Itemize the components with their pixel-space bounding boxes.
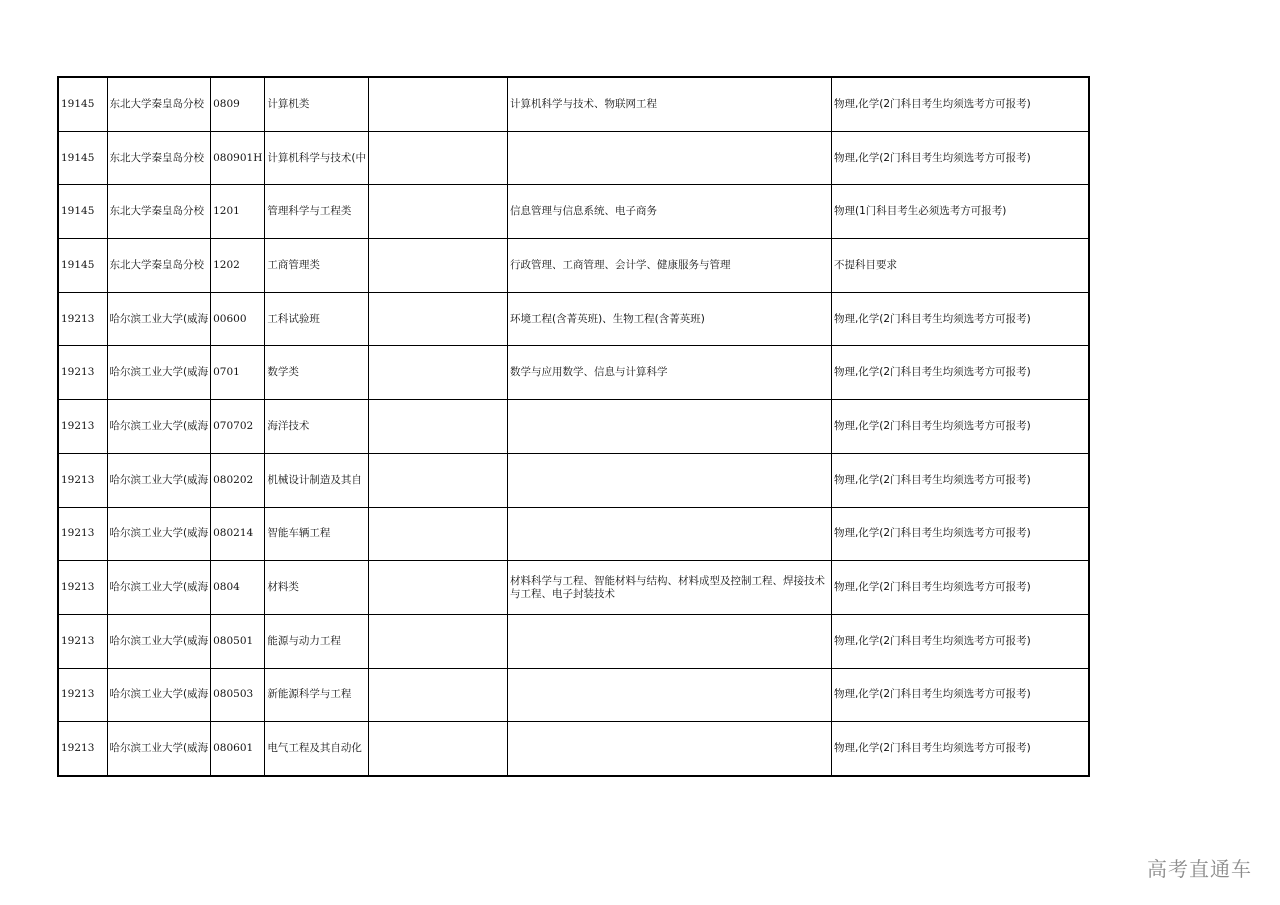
major-code-cell: 080601	[211, 722, 265, 776]
major-name-cell: 管理科学与工程类	[265, 185, 369, 239]
major-name-cell: 机械设计制造及其自	[265, 453, 369, 507]
school-code-cell: 19145	[58, 77, 107, 131]
table-row	[58, 614, 1089, 668]
table-row	[58, 292, 1089, 346]
table-row	[58, 561, 1089, 615]
major-code-cell: 1201	[211, 185, 265, 239]
remark-cell	[368, 453, 507, 507]
school-code-cell: 19213	[58, 614, 107, 668]
major-name-cell: 材料类	[265, 561, 369, 615]
remark-cell	[368, 722, 507, 776]
school-code-cell: 19145	[58, 185, 107, 239]
major-name-cell: 海洋技术	[265, 400, 369, 454]
admission-requirements-table	[57, 76, 1090, 777]
school-name-cell: 哈尔滨工业大学(威海	[107, 668, 211, 722]
school-code-cell: 19213	[58, 668, 107, 722]
school-name-cell: 哈尔滨工业大学(威海	[107, 346, 211, 400]
remark-cell	[368, 292, 507, 346]
subject-requirement-cell: 物理,化学(2门科目考生均须选考方可报考)	[831, 453, 1089, 507]
table-row	[58, 507, 1089, 561]
remark-cell	[368, 668, 507, 722]
major-code-cell: 1202	[211, 239, 265, 293]
remark-cell	[368, 614, 507, 668]
school-name-cell: 哈尔滨工业大学(威海	[107, 400, 211, 454]
school-name-cell: 东北大学秦皇岛分校	[107, 239, 211, 293]
subject-requirement-cell: 物理,化学(2门科目考生均须选考方可报考)	[831, 292, 1089, 346]
school-name-cell: 哈尔滨工业大学(威海	[107, 292, 211, 346]
major-code-cell: 080503	[211, 668, 265, 722]
school-code-cell: 19213	[58, 400, 107, 454]
school-name-cell: 哈尔滨工业大学(威海	[107, 453, 211, 507]
major-name-cell: 计算机类	[265, 77, 369, 131]
major-code-cell: 080202	[211, 453, 265, 507]
subject-requirement-cell: 物理,化学(2门科目考生均须选考方可报考)	[831, 614, 1089, 668]
major-name-cell: 数学类	[265, 346, 369, 400]
school-code-cell: 19145	[58, 239, 107, 293]
major-name-cell: 工商管理类	[265, 239, 369, 293]
subject-requirement-cell: 物理(1门科目考生必须选考方可报考)	[831, 185, 1089, 239]
school-name-cell: 东北大学秦皇岛分校	[107, 131, 211, 185]
included-majors-cell: 计算机科学与技术、物联网工程	[507, 77, 831, 131]
subject-requirement-cell: 物理,化学(2门科目考生均须选考方可报考)	[831, 722, 1089, 776]
major-name-cell: 工科试验班	[265, 292, 369, 346]
major-name-cell: 智能车辆工程	[265, 507, 369, 561]
table-row	[58, 668, 1089, 722]
included-majors-cell	[507, 453, 831, 507]
table-row	[58, 131, 1089, 185]
major-code-cell: 00600	[211, 292, 265, 346]
major-code-cell: 0701	[211, 346, 265, 400]
major-code-cell: 070702	[211, 400, 265, 454]
school-name-cell: 哈尔滨工业大学(威海	[107, 507, 211, 561]
school-code-cell: 19213	[58, 507, 107, 561]
major-name-cell: 计算机科学与技术(中	[265, 131, 369, 185]
school-code-cell: 19145	[58, 131, 107, 185]
subject-requirement-cell: 物理,化学(2门科目考生均须选考方可报考)	[831, 668, 1089, 722]
school-name-cell: 东北大学秦皇岛分校	[107, 77, 211, 131]
subject-requirement-cell: 物理,化学(2门科目考生均须选考方可报考)	[831, 561, 1089, 615]
remark-cell	[368, 507, 507, 561]
remark-cell	[368, 239, 507, 293]
major-name-cell: 能源与动力工程	[265, 614, 369, 668]
included-majors-cell	[507, 614, 831, 668]
watermark-logo-text: 高考直通车	[1147, 857, 1252, 881]
remark-cell	[368, 77, 507, 131]
subject-requirement-cell: 物理,化学(2门科目考生均须选考方可报考)	[831, 400, 1089, 454]
remark-cell	[368, 131, 507, 185]
table-row	[58, 185, 1089, 239]
subject-requirement-cell: 物理,化学(2门科目考生均须选考方可报考)	[831, 77, 1089, 131]
school-name-cell: 哈尔滨工业大学(威海	[107, 561, 211, 615]
school-code-cell: 19213	[58, 292, 107, 346]
school-code-cell: 19213	[58, 561, 107, 615]
major-code-cell: 080901H	[211, 131, 265, 185]
included-majors-cell: 行政管理、工商管理、会计学、健康服务与管理	[507, 239, 831, 293]
remark-cell	[368, 346, 507, 400]
table-row	[58, 400, 1089, 454]
major-code-cell: 0809	[211, 77, 265, 131]
subject-requirement-cell: 物理,化学(2门科目考生均须选考方可报考)	[831, 507, 1089, 561]
table-row	[58, 722, 1089, 776]
table-row	[58, 453, 1089, 507]
major-name-cell: 电气工程及其自动化	[265, 722, 369, 776]
included-majors-cell	[507, 400, 831, 454]
major-code-cell: 0804	[211, 561, 265, 615]
remark-cell	[368, 561, 507, 615]
table-row	[58, 346, 1089, 400]
subject-requirement-cell: 物理,化学(2门科目考生均须选考方可报考)	[831, 131, 1089, 185]
subject-requirement-cell: 不提科目要求	[831, 239, 1089, 293]
subject-requirement-cell: 物理,化学(2门科目考生均须选考方可报考)	[831, 346, 1089, 400]
school-code-cell: 19213	[58, 346, 107, 400]
included-majors-cell: 信息管理与信息系统、电子商务	[507, 185, 831, 239]
included-majors-cell: 环境工程(含菁英班)、生物工程(含菁英班)	[507, 292, 831, 346]
remark-cell	[368, 185, 507, 239]
included-majors-cell	[507, 668, 831, 722]
included-majors-cell	[507, 722, 831, 776]
major-code-cell: 080214	[211, 507, 265, 561]
remark-cell	[368, 400, 507, 454]
included-majors-cell: 数学与应用数学、信息与计算科学	[507, 346, 831, 400]
table-row	[58, 77, 1089, 131]
included-majors-cell	[507, 131, 831, 185]
school-name-cell: 哈尔滨工业大学(威海	[107, 722, 211, 776]
school-code-cell: 19213	[58, 722, 107, 776]
school-code-cell: 19213	[58, 453, 107, 507]
table-body	[58, 77, 1089, 776]
school-name-cell: 东北大学秦皇岛分校	[107, 185, 211, 239]
included-majors-cell: 材料科学与工程、智能材料与结构、材料成型及控制工程、焊接技术与工程、电子封装技术	[507, 561, 831, 615]
included-majors-cell	[507, 507, 831, 561]
major-code-cell: 080501	[211, 614, 265, 668]
school-name-cell: 哈尔滨工业大学(威海	[107, 614, 211, 668]
major-name-cell: 新能源科学与工程	[265, 668, 369, 722]
table-row	[58, 239, 1089, 293]
